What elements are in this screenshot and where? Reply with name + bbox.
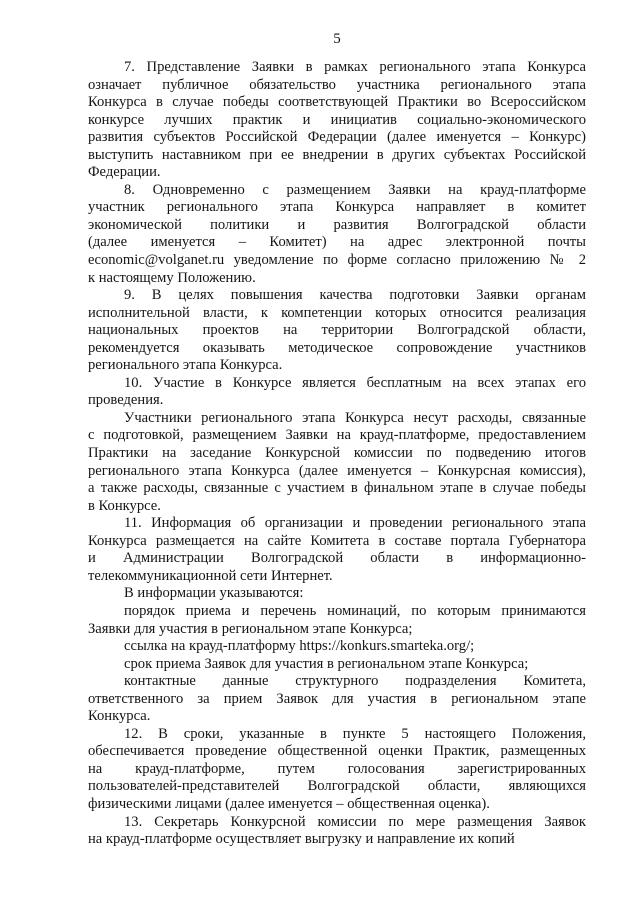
paragraph-line: телекоммуникационной сети Интернет.: [88, 567, 333, 584]
paragraph: [88, 182, 586, 287]
paragraph-line: с подготовкой, размещением Заявки на крауд-платформе, предоставлением: [88, 427, 586, 444]
paragraph-line: 11. Информация об организации и проведении регионального этапа: [124, 515, 586, 532]
paragraph-line: economic@volganet.ru уведомление по форме согласно приложению № 2: [88, 252, 586, 269]
paragraph-line: 7. Представление Заявки в рамках регионального этапа Конкурса: [124, 59, 586, 75]
paragraph-line: 8. Одновременно с размещением Заявки на крауд-платформе: [124, 181, 586, 198]
paragraph-line: 10. Участие в Конкурсе является бесплатным на всех этапах его: [124, 374, 586, 391]
paragraph-line: конкурсе лучших практик и инициатив социально-экономического: [88, 111, 586, 128]
paragraph-line: в Конкурсе.: [88, 497, 161, 514]
paragraph-line: Заявки для участия в региональном этапе Конкурса;: [88, 620, 413, 637]
paragraph-line: проведения.: [88, 392, 164, 409]
document-body: [88, 59, 586, 849]
paragraph: [88, 585, 586, 603]
paragraph: [88, 673, 586, 726]
paragraph-line: пользователей-представителей Волгоградской области, являющихся: [88, 778, 586, 795]
paragraph-line: Федерации.: [88, 164, 161, 181]
paragraph: [88, 287, 586, 375]
paragraph: [88, 656, 586, 674]
paragraph-line: Конкурса.: [88, 708, 151, 725]
paragraph-line: ссылка на крауд-платформу https://konkurs.smarteka.org/;: [124, 638, 475, 655]
paragraph-line: порядок приема и перечень номинаций, по которым принимаются: [124, 602, 586, 619]
paragraph-line: Практики на заседание Конкурсной комиссии по подведению итогов: [88, 445, 586, 462]
paragraph: [88, 814, 586, 849]
paragraph-line: рекомендуется оказывать методическое сопровождение участников: [88, 339, 586, 356]
paragraph-line: а также расходы, связанные с участием в финальном этапе в случае победы: [88, 480, 586, 497]
paragraph-line: и Администрации Волгоградской области в информационно-: [88, 550, 586, 567]
paragraph-line: к настоящему Положению.: [88, 269, 256, 286]
paragraph-line: означает публичное обязательство участника регионального этапа: [88, 76, 586, 93]
paragraph-line: срок приема Заявок для участия в региональном этапе Конкурса;: [124, 655, 529, 672]
paragraph-line: обеспечивается проведение общественной оценки Практик, размещенных: [88, 743, 586, 760]
paragraph-line: на крауд-платформе, путем голосования зарегистрированных: [88, 760, 586, 777]
paragraph-line: контактные данные структурного подразделения Комитета,: [124, 673, 586, 690]
paragraph: [88, 603, 586, 638]
paragraph-line: экономической политики и развития Волгоградской области: [88, 216, 586, 233]
paragraph-line: физическими лицами (далее именуется – общественная оценка).: [88, 795, 490, 812]
paragraph-line: развития субъектов Российской Федерации (далее именуется – Конкурс): [88, 129, 586, 146]
paragraph: [88, 515, 586, 585]
paragraph-line: 13. Секретарь Конкурсной комиссии по мере размещения Заявок: [124, 813, 586, 830]
paragraph-line: В информации указываются:: [124, 585, 304, 602]
paragraph-line: на крауд-платформе осуществляет выгрузку и направление их копий: [88, 831, 515, 848]
paragraph: [88, 375, 586, 410]
paragraph-line: Конкурса размещается на сайте Комитета в составе портала Губернатора: [88, 532, 586, 549]
paragraph: [88, 726, 586, 814]
paragraph: [88, 59, 586, 182]
paragraph-line: исполнительной власти, к компетенции которых относится реализация: [88, 304, 586, 321]
paragraph-line: Участники регионального этапа Конкурса несут расходы, связанные: [124, 409, 586, 426]
paragraph-line: выступить наставником при ее внедрении в других субъектах Российской: [88, 146, 586, 163]
paragraph-line: участник регионального этапа Конкурса направляет в комитет: [88, 199, 586, 216]
page-number: 5: [333, 31, 341, 47]
paragraph-line: ответственного за прием Заявок для участия в региональном этапе: [88, 690, 586, 707]
paragraph-line: регионального этапа Конкурса.: [88, 357, 283, 374]
paragraph-line: 9. В целях повышения качества подготовки Заявки органам: [124, 287, 586, 304]
paragraph-line: 12. В сроки, указанные в пункте 5 настоящего Положения,: [124, 725, 586, 742]
paragraph-line: Конкурса в случае победы соответствующей Практики во Всероссийском: [88, 94, 586, 111]
paragraph-line: регионального этапа Конкурса (далее именуется – Конкурсная комиссия),: [88, 462, 586, 479]
paragraph: [88, 410, 586, 515]
paragraph: [88, 638, 586, 656]
paragraph-line: (далее именуется – Комитет) на адрес электронной почты: [88, 234, 586, 251]
paragraph-line: национальных проектов на территории Волгоградской области,: [88, 322, 586, 339]
